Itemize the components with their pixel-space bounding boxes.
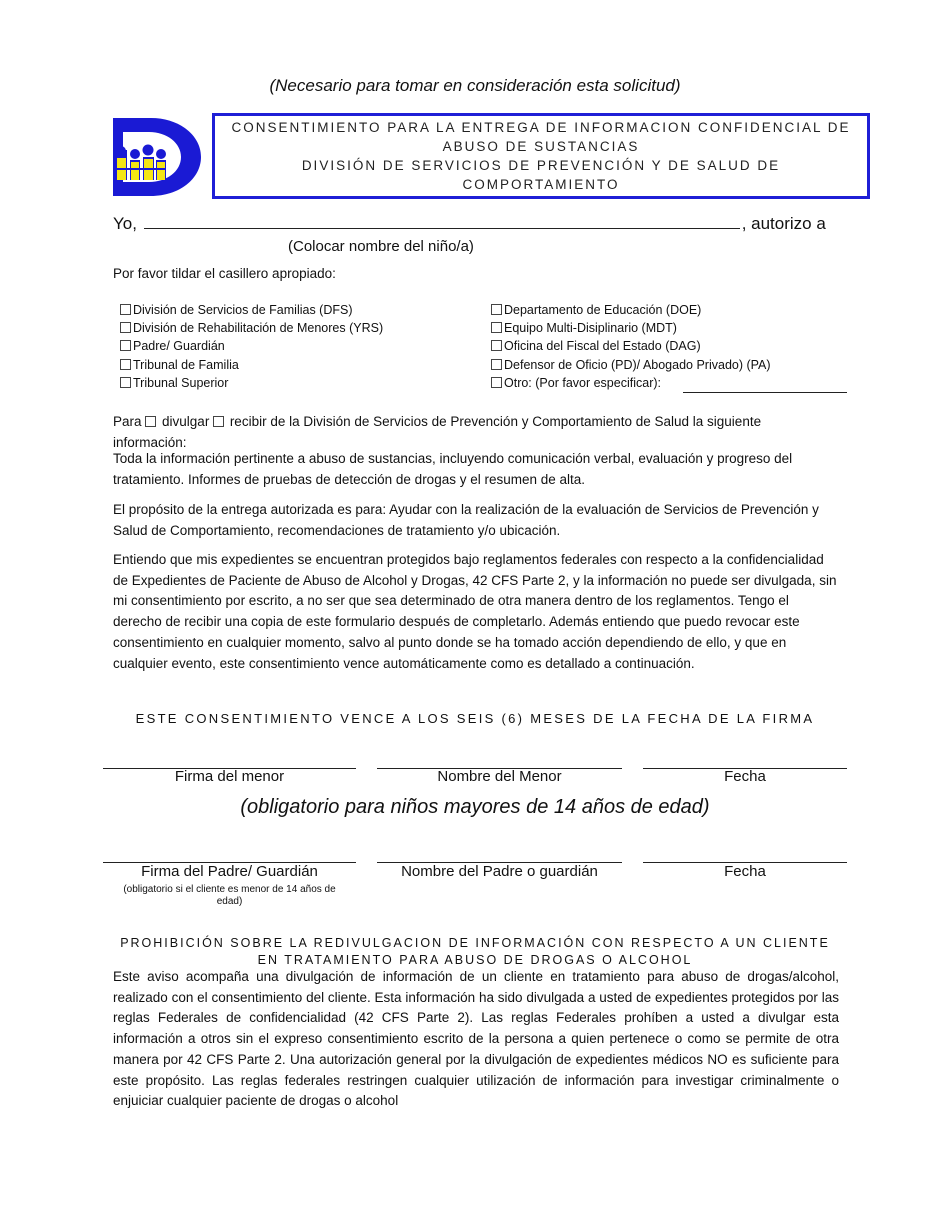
minor-mandatory-note: (obligatorio para niños mayores de 14 años de edad) (240, 796, 710, 818)
parent-signature-note: (obligatorio si el cliente es menor de 14 años de edad) (123, 884, 336, 907)
prohibition-title-line: EN TRATAMIENTO PARA ABUSO DE DROGAS O ALCOHOL (257, 953, 693, 967)
option-label: Departamento de Educación (DOE) (504, 303, 702, 317)
option-label: Tribunal Superior (133, 375, 229, 390)
logo-figure-head (130, 149, 140, 159)
receive-label: recibir de la División de Servicios de Prevención y Comportamiento de Salud la siguiente (226, 414, 762, 429)
receive-checkbox[interactable] (213, 416, 224, 427)
option-item (491, 319, 771, 337)
checkbox[interactable] (120, 377, 131, 388)
option-label: División de Rehabilitación de Menores (YRS) (133, 321, 384, 336)
parent-date-label: Fecha (724, 863, 766, 880)
option-label: Otro: (Por favor especificar): (504, 375, 661, 390)
minor-name-label: Nombre del Menor (437, 768, 562, 785)
option-item (120, 337, 383, 355)
info-label: información: (113, 434, 187, 450)
disclose-receive-line (113, 412, 839, 453)
option-item (120, 301, 383, 319)
option-label: Defensor de Oficio (PD)/ Abogado Privado) (PA) (504, 357, 771, 372)
logo-figure-head (116, 146, 126, 156)
option-item (120, 356, 383, 374)
consent-prefix: Yo, (113, 214, 142, 233)
para-label: Para (113, 414, 146, 429)
title-line: COMPORTAMIENTO (462, 177, 620, 192)
parent-signature-label: Firma del Padre/ Guardián (141, 863, 318, 880)
checkbox[interactable] (120, 340, 131, 351)
purpose-text: El propósito de la entrega autorizada es para: Ayudar con la realización de la evaluación de Servicios de Prevención y Salud de Comportamiento, recomendaciones de tratamiento y/o ubicación. (113, 502, 819, 538)
disclose-label: divulgar (158, 414, 214, 429)
option-item (491, 337, 771, 355)
checkbox[interactable] (491, 340, 502, 351)
checkbox[interactable] (120, 304, 131, 315)
title-line: ABUSO DE SUSTANCIAS (442, 139, 640, 154)
agency-options-left (120, 301, 383, 392)
option-label: Equipo Multi-Disiplinario (MDT) (504, 321, 677, 336)
option-item (120, 374, 383, 392)
logo-figure-head (156, 149, 166, 159)
info-description: Toda la información pertinente a abuso de sustancias, incluyendo comunicación verbal, evaluación y progreso del tratamiento. Informes de pruebas de detección de drogas y el resumen de alta. (113, 451, 793, 487)
checkbox[interactable] (120, 322, 131, 333)
option-item (120, 319, 383, 337)
child-name-hint: (Colocar nombre del niño/a) (288, 238, 474, 255)
checkbox[interactable] (491, 359, 502, 370)
checkbox[interactable] (491, 322, 502, 333)
checkbox[interactable] (120, 359, 131, 370)
minor-date-label: Fecha (724, 768, 766, 785)
option-label: Tribunal de Familia (133, 357, 239, 372)
option-label: Oficina del Fiscal del Estado (DAG) (504, 339, 701, 354)
checkbox-instruction: Por favor tildar el casillero apropiado: (113, 266, 336, 281)
prohibition-title (100, 935, 850, 969)
title-line: DIVISIÓN DE SERVICIOS DE PREVENCIÓN Y DE SALUD DE (301, 158, 781, 173)
understanding-text: Entiendo que mis expedientes se encuentran protegidos bajo reglamentos federales con respecto a la confidencialidad de Expedientes de Paciente de Abuso de Alcohol y Drogas, 42 CFS Parte 2, y la información no puede ser divulgada, sin mi consentimiento por escrito, a no ser que sea determinado de otra manera dentro de los reglamentos. Tengo el derecho de recibir una copia de este formulario después de completarlo. Además entiendo que puedo revocar este consentimiento en cualquier momento, salvo al punto donde se ha tomado acción dependiendo de ello, y que en cualquier evento, este consentimiento vence automáticamente como es detallado a continuación. (113, 552, 837, 671)
agency-logo (113, 118, 201, 196)
child-name-field[interactable] (144, 214, 740, 229)
consent-statement (113, 214, 826, 234)
option-item (491, 356, 771, 374)
required-note: (Necesario para tomar en consideración esta solicitud) (269, 76, 681, 95)
prohibition-text: Este aviso acompaña una divulgación de información de un cliente en tratamiento para abuso de drogas/alcohol, realizado con el consentimiento del cliente. Esta información ha sido divulgada a usted de expedientes protegidos por las reglas Federales de confidencialidad (42 CFS Parte 2). Las reglas Federales prohíben a usted a divulgar esta información a otros sin el expreso consentimiento escrito de la persona a quien pertenece o como se permite de otra manera por 42 CFS Parte 2. Una autorización general por la divulgación de expedientes médicos NO es suficiente para este propósito. Las reglas federales restringen cualquier utilización de información para investigar criminalmente o enjuiciar cualquier paciente de drogas o alcohol (113, 969, 839, 1109)
consent-suffix: , autorizo a (741, 214, 826, 233)
prohibition-title-line: PROHIBICIÓN SOBRE LA REDIVULGACION DE INFORMACIÓN CON RESPECTO A UN CLIENTE (120, 936, 830, 950)
other-specify-field[interactable] (683, 392, 847, 393)
option-label: Padre/ Guardián (133, 339, 225, 354)
logo-figure-head (143, 145, 154, 156)
option-label: División de Servicios de Familias (DFS) (133, 303, 353, 317)
checkbox[interactable] (491, 377, 502, 388)
parent-name-label: Nombre del Padre o guardián (401, 863, 598, 880)
option-item (491, 301, 771, 319)
title-line: CONSENTIMIENTO PARA LA ENTREGA DE INFORMACION CONFIDENCIAL DE (231, 120, 851, 135)
agency-options-right (491, 301, 771, 392)
checkbox[interactable] (491, 304, 502, 315)
disclose-checkbox[interactable] (145, 416, 156, 427)
form-title-box (212, 113, 870, 199)
expiration-notice: ESTE CONSENTIMIENTO VENCE A LOS SEIS (6) MESES DE LA FECHA DE LA FIRMA (135, 711, 815, 726)
option-item (491, 374, 771, 392)
minor-signature-label: Firma del menor (174, 768, 285, 785)
